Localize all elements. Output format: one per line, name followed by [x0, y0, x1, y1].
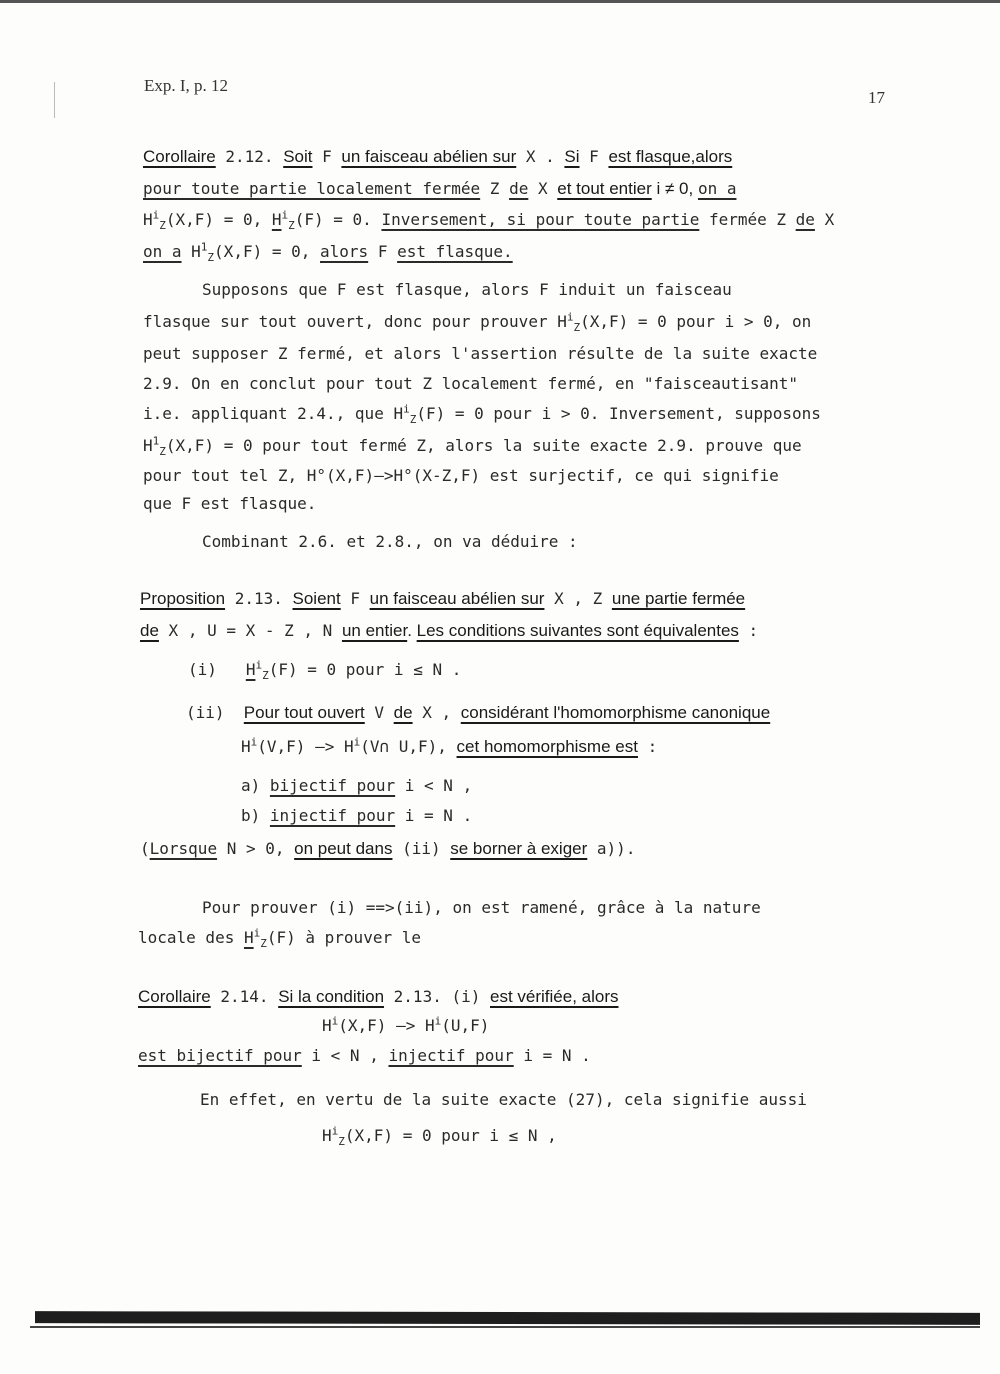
- proof-line: [138, 926, 421, 951]
- text: X ,: [412, 703, 461, 722]
- text: i: [281, 208, 289, 222]
- text: (U,F): [441, 1016, 490, 1035]
- text: de: [795, 210, 815, 229]
- text: i: [353, 735, 361, 749]
- text: F: [340, 589, 370, 608]
- corollary-label: Corollaire: [138, 987, 211, 1006]
- proof-line: que F est flasque.: [143, 494, 317, 513]
- corollary-number: 2.14.: [210, 987, 279, 1006]
- text: Z: [338, 1135, 345, 1149]
- text: H: [245, 660, 256, 679]
- text: flasque sur tout ouvert, donc pour prouver H: [143, 312, 567, 331]
- text: et tout entier: [557, 179, 652, 198]
- text: on a: [697, 179, 737, 198]
- text: X .: [516, 147, 565, 166]
- text: i: [255, 658, 263, 672]
- text: Pour tout ouvert: [243, 703, 365, 722]
- text: i: [331, 1014, 339, 1028]
- text: (: [140, 839, 150, 858]
- text: injectif pour: [388, 1046, 514, 1065]
- text: i < N ,: [395, 776, 473, 795]
- text: on peut dans: [294, 839, 393, 858]
- text: Lorsque: [149, 839, 218, 858]
- text: de: [140, 621, 159, 640]
- text: a): [241, 776, 270, 795]
- text: injectif pour: [269, 806, 396, 825]
- text: (i): [188, 660, 217, 679]
- corollary-2-12-line-4: [143, 240, 513, 265]
- text: i < N ,: [301, 1046, 389, 1065]
- corollary-label: Corollaire: [143, 147, 216, 166]
- text: i: [253, 926, 261, 940]
- text: H: [322, 1126, 332, 1145]
- proposition-2-13-line-1: [140, 590, 745, 607]
- text: (X,F) —> H: [338, 1016, 435, 1035]
- text: Inversement, si pour toute partie: [381, 210, 700, 229]
- text: Z: [480, 179, 510, 198]
- text: Z: [288, 219, 295, 233]
- text: H: [143, 436, 153, 455]
- text: (F) = 0.: [294, 210, 382, 229]
- proof-line: Supposons que F est flasque, alors F induit un faisceau: [202, 280, 732, 299]
- text: (X,F) = 0 pour i ≤ N ,: [344, 1126, 557, 1145]
- text: se borner à exiger: [450, 839, 588, 858]
- condition-a: [241, 778, 472, 794]
- corollary-2-14-map: [322, 1014, 490, 1035]
- text: .: [407, 621, 417, 640]
- text: X: [528, 179, 558, 198]
- corollary-2-14-line-3: [138, 1048, 591, 1064]
- condition-b: [241, 808, 472, 824]
- text: un faisceau abélien sur: [369, 589, 545, 608]
- text: Z: [573, 321, 581, 335]
- condition-ii: [186, 704, 770, 721]
- text: 1: [200, 240, 208, 254]
- text: i: [250, 735, 258, 749]
- scan-margin-mark: [54, 82, 55, 118]
- corollary-2-12-line-1: [143, 148, 732, 165]
- text: de: [393, 703, 413, 722]
- text: Z: [260, 937, 267, 951]
- proof-line: Pour prouver (i) ==>(ii), on est ramené, grâce à la nature: [202, 898, 761, 917]
- text: cet homomorphisme est: [456, 737, 638, 756]
- corollary-2-14-line-1: [138, 988, 619, 1005]
- corollary-2-12-line-2: [143, 180, 736, 197]
- proof-line: peut supposer Z fermé, et alors l'assertion résulte de la suite exacte: [143, 344, 818, 363]
- text: :: [738, 621, 759, 640]
- text: locale des: [138, 928, 244, 947]
- text: (X,F) = 0,: [165, 210, 272, 229]
- text: X , Z: [544, 589, 612, 608]
- text: i: [434, 1014, 442, 1028]
- page-number: 17: [868, 88, 885, 107]
- text: H: [322, 1016, 332, 1035]
- text: i: [566, 310, 574, 324]
- text: de: [509, 179, 529, 198]
- text: Si: [564, 147, 580, 166]
- text: pour toute partie localement fermée: [143, 179, 481, 198]
- text: H: [241, 737, 251, 756]
- proof-line: En effet, en vertu de la suite exacte (27), cela signifie aussi: [200, 1090, 807, 1109]
- text: i = N .: [395, 806, 473, 825]
- page-header: Exp. I, p. 12: [144, 76, 229, 95]
- text: a)).: [587, 839, 636, 858]
- text: V: [364, 703, 394, 722]
- text: Les conditions suivantes sont équivalentes: [416, 621, 739, 640]
- text: X , U = X - Z , N: [158, 621, 342, 640]
- text: Soit: [283, 147, 313, 166]
- corollary-number: 2.12.: [215, 147, 284, 166]
- text: (ii): [186, 703, 225, 722]
- text: Si la condition: [278, 987, 385, 1006]
- text: X: [814, 210, 835, 229]
- text: H: [181, 242, 201, 261]
- text: est vérifiée, alors: [490, 987, 619, 1006]
- corollary-2-12-line-3: [143, 208, 835, 233]
- scan-top-edge: [0, 0, 1000, 3]
- text: fermée Z: [699, 210, 796, 229]
- text: :: [637, 737, 658, 756]
- text: un entier: [341, 621, 408, 640]
- text: considérant l'homomorphisme canonique: [460, 703, 771, 722]
- text: est bijectif pour: [138, 1046, 302, 1065]
- text: F: [312, 147, 342, 166]
- text: i ≠ 0,: [651, 179, 698, 198]
- text: i: [331, 1124, 339, 1138]
- proof-line: [143, 310, 812, 335]
- text: (V∩ U,F),: [360, 737, 457, 756]
- proof-line: [322, 1124, 557, 1149]
- text: on a: [143, 242, 182, 261]
- text: F: [368, 242, 398, 261]
- condition-ii-line-2: [241, 735, 658, 756]
- text: b): [241, 806, 270, 825]
- text: Z: [409, 413, 417, 427]
- proof-line: [143, 434, 802, 459]
- proposition-number: 2.13.: [225, 589, 293, 608]
- text: Soient: [292, 589, 341, 608]
- text: alors: [320, 242, 369, 261]
- text: (V,F) —> H: [257, 737, 354, 756]
- proof-line: 2.9. On en conclut pour tout Z localement fermé, en "faisceautisant": [143, 374, 799, 393]
- text: une partie fermée: [611, 589, 746, 608]
- text: (F) à prouver le: [266, 928, 421, 947]
- text: Z: [159, 445, 166, 459]
- text: (X,F) = 0 pour i > 0, on: [580, 312, 812, 331]
- condition-i: [188, 658, 462, 683]
- scan-bottom-edge: [35, 1311, 980, 1325]
- proposition-2-13-line-2: [140, 622, 758, 639]
- text: i: [152, 208, 160, 222]
- text: N > 0,: [217, 839, 295, 858]
- text: bijectif pour: [269, 776, 396, 795]
- transition-text: Combinant 2.6. et 2.8., on va déduire :: [202, 532, 578, 551]
- text: un faisceau abélien sur: [341, 147, 517, 166]
- text: (X,F) = 0,: [214, 242, 321, 261]
- text: (ii): [392, 839, 451, 858]
- text: H: [271, 210, 282, 229]
- text: (X,F) = 0 pour tout fermé Z, alors la suite exacte 2.9. prouve que: [165, 436, 802, 455]
- text: i.e. appliquant 2.4., que H: [143, 404, 404, 423]
- text: i: [403, 402, 410, 416]
- text: i = N .: [513, 1046, 591, 1065]
- proof-line: [143, 402, 821, 427]
- text: H: [143, 210, 153, 229]
- proof-line: pour tout tel Z, H°(X,F)—>H°(X-Z,F) est surjectif, ce qui signifie: [143, 466, 779, 485]
- text: (F) = 0 pour i ≤ N .: [268, 660, 462, 679]
- text: est flasque.: [397, 242, 513, 261]
- text: 2.13. (i): [384, 987, 490, 1006]
- lorsque-remark: [140, 840, 635, 857]
- text: F: [579, 147, 609, 166]
- scan-bottom-edge-line: [30, 1326, 980, 1328]
- text: Z: [262, 669, 269, 683]
- proposition-label: Proposition: [140, 589, 226, 608]
- text: (F) = 0 pour i > 0. Inversement, supposons: [416, 404, 821, 423]
- text: est flasque,alors: [608, 147, 733, 166]
- text: H: [243, 928, 254, 947]
- text: 1: [152, 434, 160, 448]
- text: Z: [207, 251, 215, 265]
- text: Z: [159, 219, 166, 233]
